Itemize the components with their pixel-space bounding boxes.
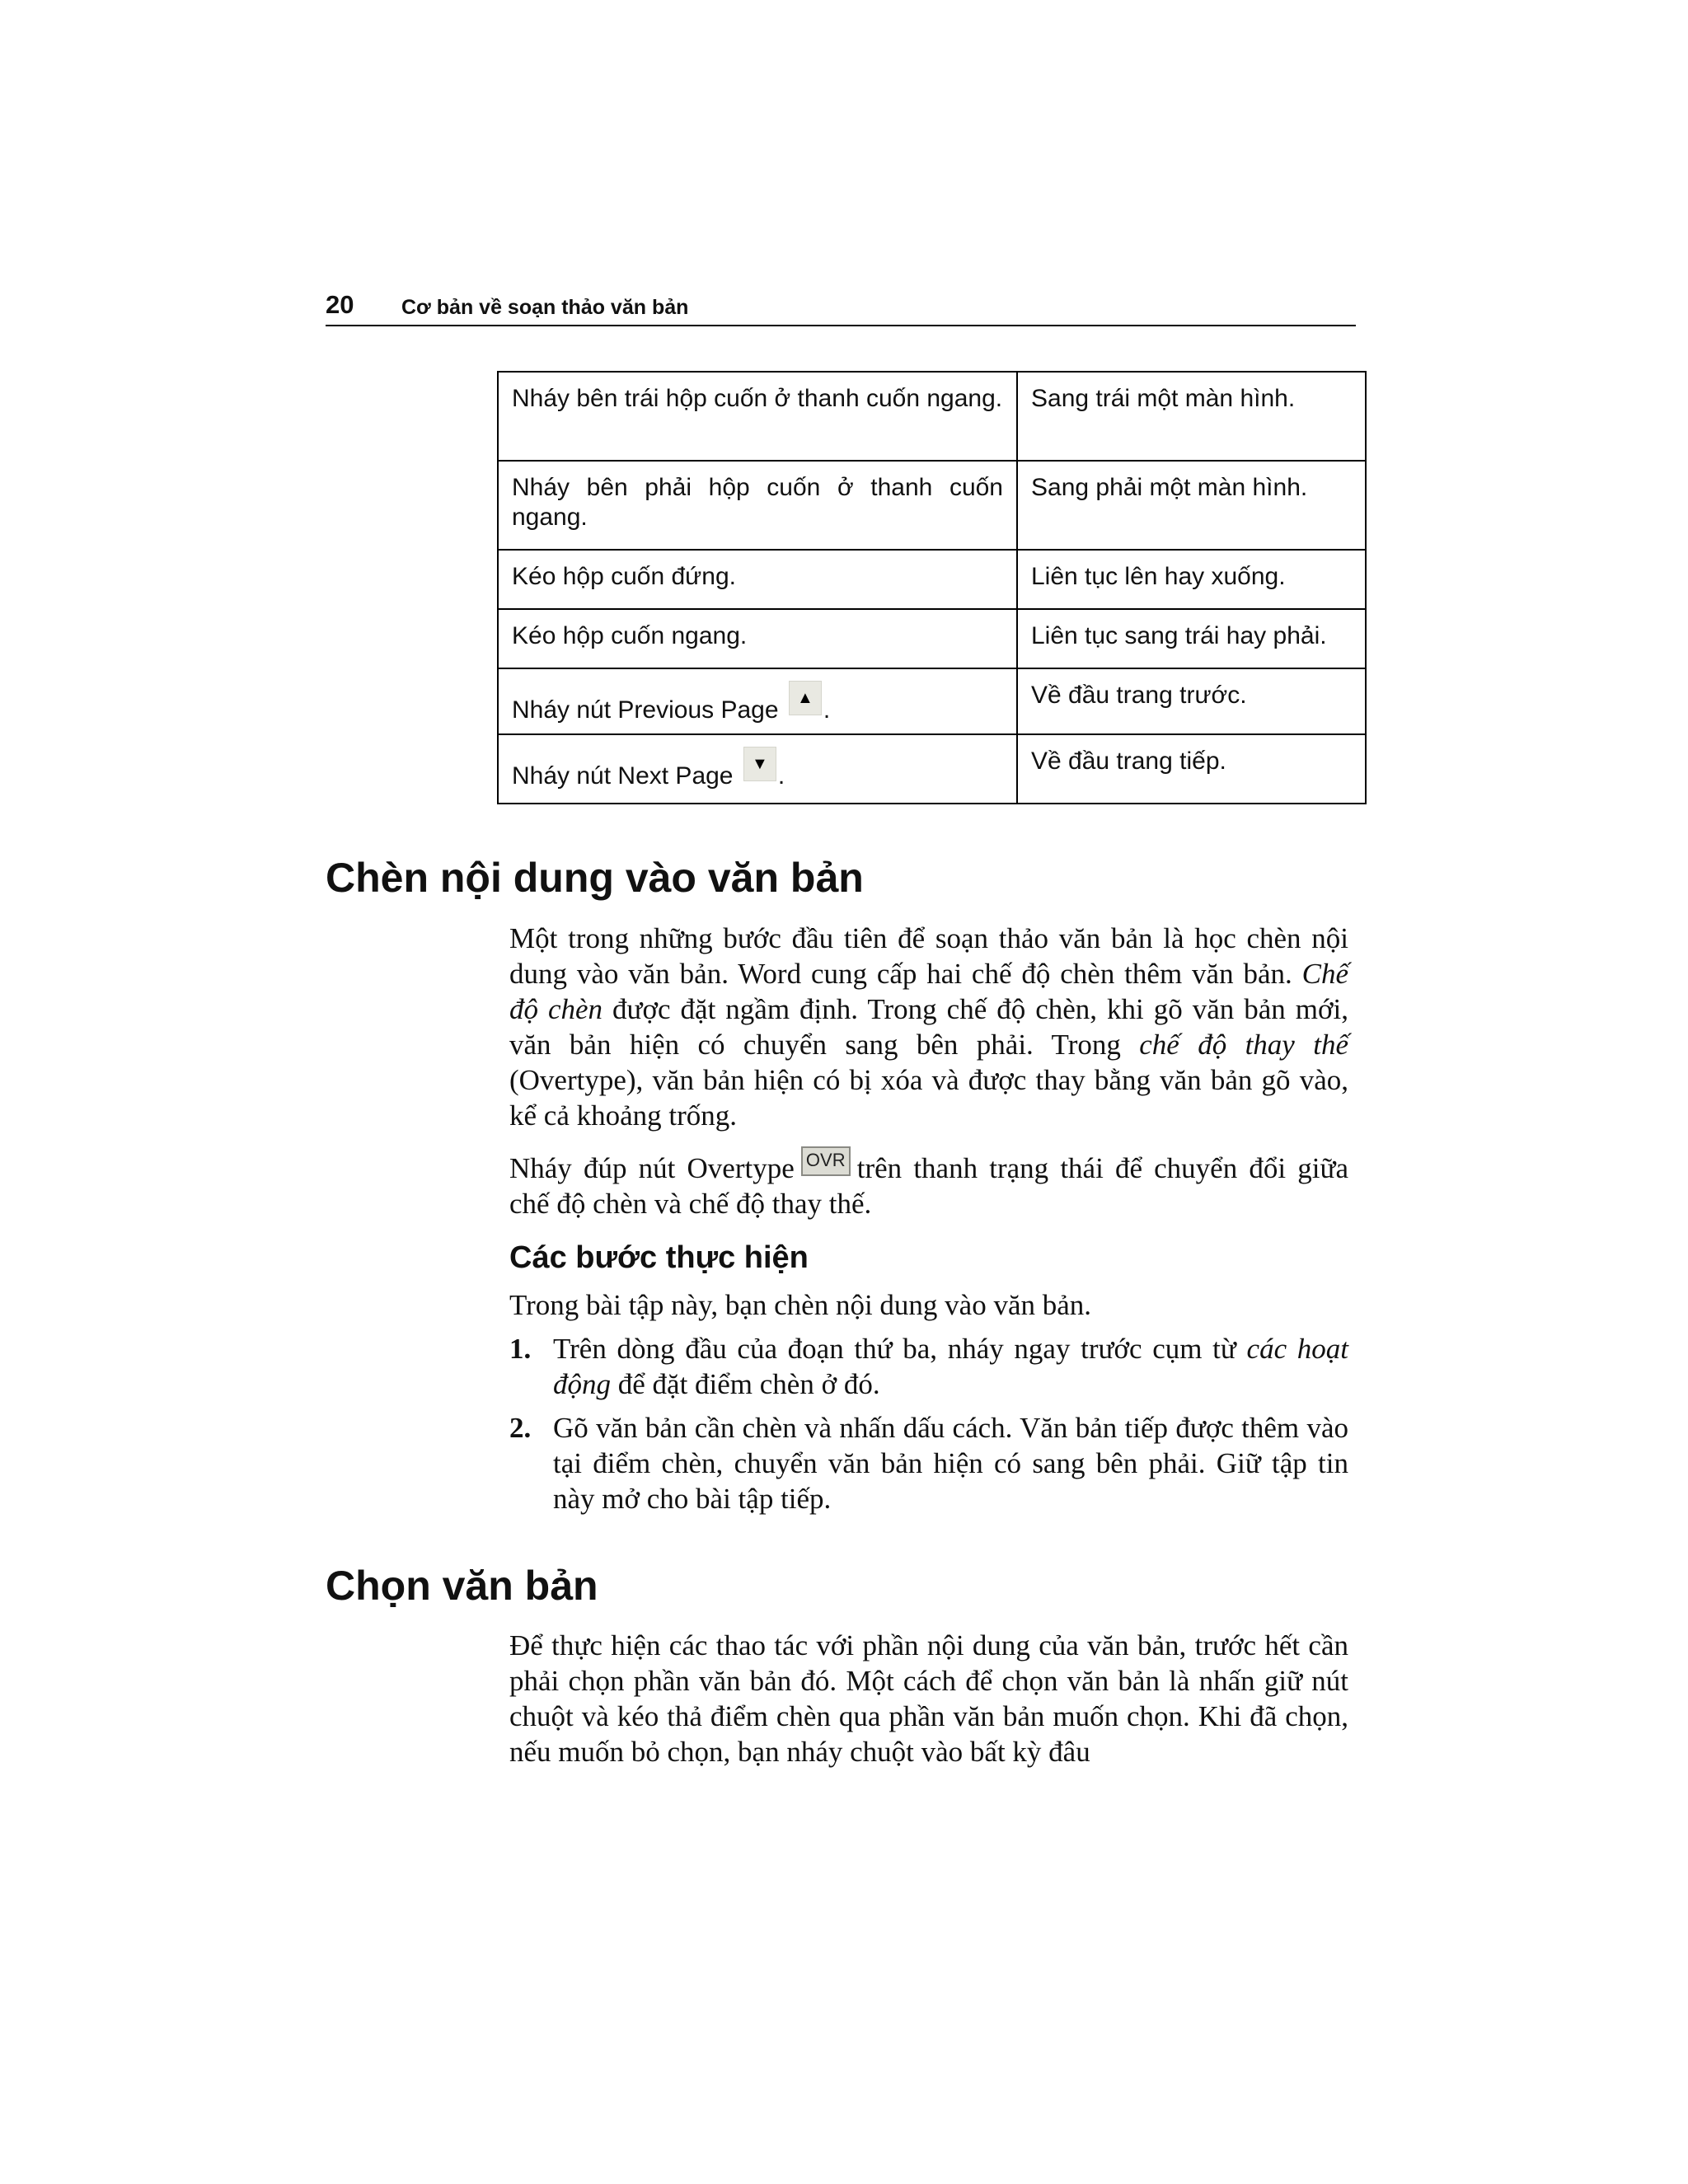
paragraph-select-intro: Để thực hiện các thao tác với phần nội dung của văn bản, trước hết cần phải chọn phần văn bản đó. Một cách để chọn văn bản là nhấn giữ nút chuột và kéo thả điểm chèn qua phần văn bản muốn chọn. Khi đã chọn, nếu muốn bỏ chọn, bạn nháy chuột vào bất kỳ đâu: [509, 1629, 1348, 1768]
table-cell-action-text: Nháy nút Previous Page: [512, 696, 779, 724]
text-run: trên thanh trạng thái để chuyển đổi giữa chế độ chèn và chế độ thay thế.: [509, 1152, 1348, 1220]
table-cell-result: Về đầu trang tiếp.: [1017, 734, 1366, 804]
page-header: [326, 290, 1356, 326]
text-run: Nháy đúp nút Overtype: [509, 1152, 795, 1184]
table-cell-result: Liên tục lên hay xuống.: [1017, 550, 1366, 609]
section-heading-insert: Chèn nội dung vào văn bản: [326, 855, 864, 901]
step-number: 1.: [509, 1333, 532, 1365]
scroll-actions-table: [497, 371, 1367, 804]
table-row: [498, 734, 1366, 804]
text-run: Trên dòng đầu của đoạn thứ ba, nháy ngay trước cụm từ: [553, 1333, 1247, 1365]
table-cell-result: Về đầu trang trước.: [1017, 668, 1366, 734]
text-run: Một trong những bước đầu tiên để soạn thảo văn bản là học chèn nội dung vào văn bản. Word cung cấp hai chế độ chèn thêm văn bản.: [509, 922, 1348, 990]
section-heading-select: Chọn văn bản: [326, 1563, 598, 1609]
paragraph-insert-intro: [509, 921, 1348, 1133]
table-cell-result: Liên tục sang trái hay phải.: [1017, 609, 1366, 668]
table-row: [498, 668, 1366, 734]
table-cell-result: Sang phải một màn hình.: [1017, 461, 1366, 550]
step-text: Gõ văn bản cần chèn và nhấn dấu cách. Văn bản tiếp được thêm vào tại điểm chèn, chuyển văn bản hiện có sang bên phải. Giữ tập tin này mở cho bài tập tiếp.: [553, 1412, 1348, 1515]
table-cell-action: [498, 734, 1017, 804]
table-row: [498, 609, 1366, 668]
table-cell-action: Nháy bên phải hộp cuốn ở thanh cuốn ngang.: [498, 461, 1017, 550]
running-title: Cơ bản về soạn thảo văn bản: [401, 296, 689, 319]
list-item: [509, 1410, 1348, 1516]
step-number: 2.: [509, 1412, 532, 1444]
table-row: [498, 461, 1366, 550]
table-cell-action-text: Nháy nút Next Page: [512, 762, 734, 790]
step-text: [509, 1331, 1348, 1402]
table-row: [498, 372, 1366, 461]
table-cell-action: Kéo hộp cuốn đứng.: [498, 550, 1017, 609]
paragraph-overtype: [509, 1146, 1348, 1221]
text-run: được đặt ngầm định. Trong chế độ chèn, khi gõ văn bản mới, văn bản hiện có chuyển sang bên phải. Trong: [509, 993, 1348, 1061]
table-cell-suffix: .: [823, 696, 831, 724]
table-cell-suffix: .: [777, 762, 785, 790]
list-item: [509, 1331, 1348, 1402]
subheading-steps: Các bước thực hiện: [509, 1240, 809, 1275]
text-run: để đặt điểm chèn ở đó.: [611, 1368, 880, 1400]
previous-page-icon: ▲: [789, 681, 822, 715]
table-cell-action: Nháy bên trái hộp cuốn ở thanh cuốn ngang.: [498, 372, 1017, 461]
next-page-icon: ▼: [743, 747, 776, 781]
text-run-italic: chế độ thay thế: [1139, 1029, 1348, 1061]
table-cell-result: Sang trái một màn hình.: [1017, 372, 1366, 461]
text-run-italic: Chế độ chèn: [509, 958, 1348, 1025]
table-cell-action: Kéo hộp cuốn ngang.: [498, 609, 1017, 668]
table-row: [498, 550, 1366, 609]
overtype-button-icon: OVR: [801, 1146, 851, 1176]
text-run-italic: các hoạt động: [553, 1333, 1349, 1400]
paragraph-steps-intro: Trong bài tập này, bạn chèn nội dung vào văn bản.: [509, 1289, 1092, 1321]
page-number: 20: [326, 290, 354, 319]
table-cell-action: [498, 668, 1017, 734]
text-run: (Overtype), văn bản hiện có bị xóa và được thay bằng văn bản gõ vào, kể cả khoảng trống.: [509, 1064, 1348, 1132]
